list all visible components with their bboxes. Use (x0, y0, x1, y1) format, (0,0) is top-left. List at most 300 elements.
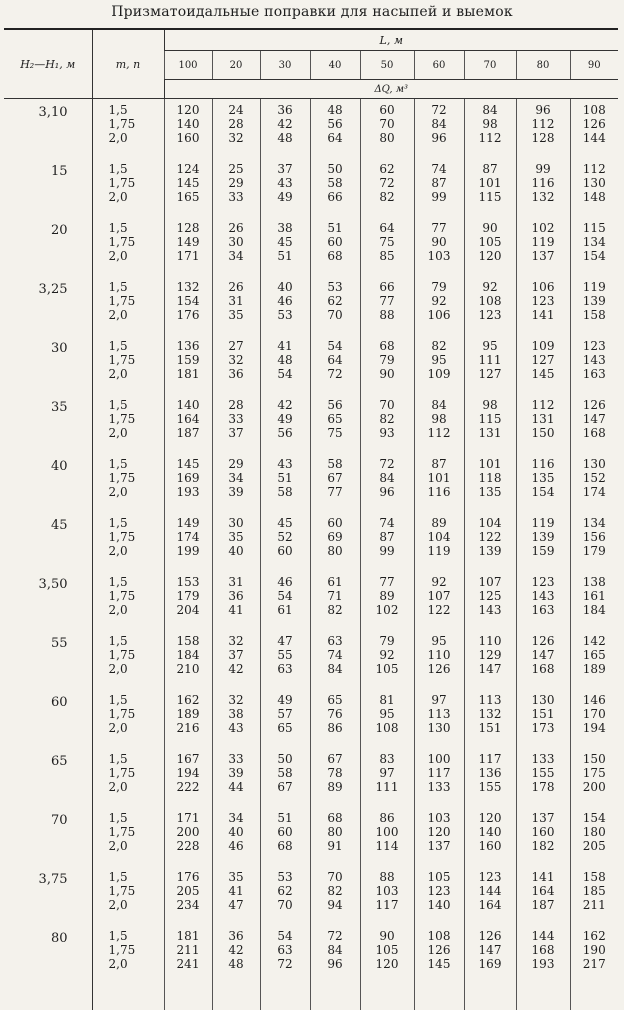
pad-cell (4, 984, 92, 1010)
delta-q-value: 101 (478, 176, 502, 190)
delta-q-value: 36 (228, 589, 244, 603)
value-cell (212, 925, 260, 984)
value-cell (414, 807, 464, 866)
delta-q-value: 132 (478, 707, 502, 721)
slope-value: 2,0 (108, 780, 128, 794)
delta-q-value: 178 (531, 780, 555, 794)
delta-q-value: 168 (582, 426, 606, 440)
delta-q-value: 134 (582, 235, 606, 249)
delta-q-value: 105 (478, 235, 502, 249)
delta-q-value: 101 (427, 471, 451, 485)
delta-q-value: 84 (327, 943, 343, 957)
delta-q-value: 91 (327, 839, 343, 853)
value-cell (414, 335, 464, 394)
delta-q-value: 40 (277, 280, 293, 294)
delta-q-value: 84 (379, 471, 395, 485)
delta-q-value: 99 (379, 544, 395, 558)
delta-q-value: 130 (582, 176, 606, 190)
value-cell (164, 453, 212, 512)
delta-q-value: 96 (535, 103, 551, 117)
table-row (4, 217, 618, 276)
pad-cell (570, 984, 618, 1010)
value-cell (516, 689, 570, 748)
delta-q-value: 82 (431, 339, 447, 353)
delta-q-value: 68 (277, 839, 293, 853)
delta-q-value: 102 (375, 603, 399, 617)
row-slopes (92, 630, 164, 689)
delta-q-value: 211 (176, 943, 200, 957)
value-cell (310, 158, 360, 217)
delta-q-value: 147 (478, 943, 502, 957)
value-cell (360, 394, 414, 453)
delta-q-value: 72 (277, 957, 293, 971)
slope-value: 1,75 (108, 235, 136, 249)
value-cell (516, 453, 570, 512)
value-cell (360, 807, 414, 866)
value-cell (164, 99, 212, 159)
value-cell (310, 689, 360, 748)
value-cell (464, 99, 516, 159)
delta-q-value: 110 (427, 648, 451, 662)
delta-q-value: 32 (228, 693, 244, 707)
delta-q-value: 200 (176, 825, 200, 839)
value-cell (414, 512, 464, 571)
value-cell (464, 158, 516, 217)
table-title: Призматоидальные поправки для насыпей и выемок (111, 4, 513, 20)
delta-q-value: 187 (531, 898, 555, 912)
value-cell (260, 335, 310, 394)
delta-q-value: 36 (228, 367, 244, 381)
delta-q-value: 107 (478, 575, 502, 589)
delta-q-value: 90 (379, 929, 395, 943)
value-cell (464, 394, 516, 453)
value-cell (212, 630, 260, 689)
delta-q-value: 126 (427, 662, 451, 676)
pad-cell (164, 984, 212, 1010)
delta-q-value: 109 (531, 339, 555, 353)
delta-q-value: 70 (379, 117, 395, 131)
delta-q-value: 159 (531, 544, 555, 558)
value-cell (570, 748, 618, 807)
row-height-diff: 60 (50, 695, 68, 710)
header-length-value: 50 (360, 51, 414, 80)
delta-q-value: 46 (277, 575, 293, 589)
delta-q-value: 104 (478, 516, 502, 530)
delta-q-value: 87 (379, 530, 395, 544)
delta-q-value: 43 (228, 721, 244, 735)
value-cell (570, 394, 618, 453)
value-cell (414, 571, 464, 630)
delta-q-value: 67 (327, 471, 343, 485)
delta-q-value: 211 (582, 898, 606, 912)
table-row (4, 571, 618, 630)
delta-q-value: 241 (176, 957, 200, 971)
delta-q-value: 60 (277, 825, 293, 839)
delta-q-value: 53 (277, 870, 293, 884)
value-cell (570, 807, 618, 866)
delta-q-value: 52 (277, 530, 293, 544)
slope-value: 1,75 (108, 825, 136, 839)
delta-q-value: 174 (176, 530, 200, 544)
slope-value: 1,5 (108, 162, 128, 176)
row-slopes (92, 689, 164, 748)
delta-q-value: 132 (176, 280, 200, 294)
slope-value: 1,75 (108, 884, 136, 898)
delta-q-value: 80 (327, 544, 343, 558)
delta-q-value: 216 (176, 721, 200, 735)
delta-q-value: 50 (327, 162, 343, 176)
value-cell (260, 748, 310, 807)
delta-q-value: 103 (375, 884, 399, 898)
slope-value: 1,75 (108, 943, 136, 957)
delta-q-value: 165 (176, 190, 200, 204)
delta-q-value: 185 (582, 884, 606, 898)
value-cell (212, 512, 260, 571)
delta-q-value: 42 (277, 117, 293, 131)
delta-q-value: 44 (228, 780, 244, 794)
delta-q-value: 56 (277, 426, 293, 440)
delta-q-value: 181 (176, 367, 200, 381)
slope-value: 1,75 (108, 707, 136, 721)
delta-q-value: 126 (427, 943, 451, 957)
delta-q-value: 41 (228, 884, 244, 898)
value-cell (414, 99, 464, 159)
delta-q-value: 89 (379, 589, 395, 603)
value-cell (212, 394, 260, 453)
delta-q-value: 42 (228, 943, 244, 957)
value-cell (212, 453, 260, 512)
delta-q-value: 123 (478, 308, 502, 322)
delta-q-value: 194 (176, 766, 200, 780)
row-height-diff: 3,75 (38, 872, 68, 887)
table-row (4, 453, 618, 512)
delta-q-value: 117 (478, 752, 502, 766)
delta-q-value: 126 (582, 117, 606, 131)
pad-cell (360, 984, 414, 1010)
slope-value: 1,5 (108, 752, 128, 766)
delta-q-value: 116 (427, 485, 451, 499)
value-cell (212, 748, 260, 807)
delta-q-value: 159 (176, 353, 200, 367)
value-cell (360, 453, 414, 512)
row-slopes (92, 866, 164, 925)
delta-q-value: 90 (379, 367, 395, 381)
delta-q-value: 95 (379, 707, 395, 721)
value-cell (516, 512, 570, 571)
delta-q-value: 25 (228, 162, 244, 176)
delta-q-value: 84 (327, 662, 343, 676)
delta-q-value: 112 (531, 398, 555, 412)
delta-q-value: 123 (531, 294, 555, 308)
slope-value: 1,75 (108, 176, 136, 190)
delta-q-value: 96 (379, 485, 395, 499)
slope-value: 2,0 (108, 249, 128, 263)
delta-q-value: 173 (531, 721, 555, 735)
delta-q-value: 175 (582, 766, 606, 780)
pad-cell (464, 984, 516, 1010)
slope-value: 1,75 (108, 353, 136, 367)
delta-q-value: 167 (176, 752, 200, 766)
delta-q-value: 99 (431, 190, 447, 204)
row-slopes (92, 158, 164, 217)
delta-q-value: 37 (277, 162, 293, 176)
delta-q-value: 35 (228, 870, 244, 884)
delta-q-value: 131 (531, 412, 555, 426)
delta-q-value: 150 (582, 752, 606, 766)
delta-q-value: 156 (582, 530, 606, 544)
delta-q-value: 145 (176, 457, 200, 471)
delta-q-value: 130 (427, 721, 451, 735)
delta-q-value: 32 (228, 353, 244, 367)
delta-q-value: 71 (327, 589, 343, 603)
delta-q-value: 184 (582, 603, 606, 617)
value-cell (164, 571, 212, 630)
header-length-value: 90 (570, 51, 618, 80)
delta-q-value: 33 (228, 412, 244, 426)
delta-q-value: 72 (379, 457, 395, 471)
value-cell (570, 866, 618, 925)
value-cell (164, 512, 212, 571)
header-length-value: 40 (310, 51, 360, 80)
delta-q-value: 89 (327, 780, 343, 794)
delta-q-value: 54 (327, 339, 343, 353)
header-length-value: 30 (260, 51, 310, 80)
delta-q-value: 190 (582, 943, 606, 957)
slope-value: 2,0 (108, 485, 128, 499)
delta-q-value: 60 (327, 235, 343, 249)
delta-q-value: 39 (228, 485, 244, 499)
value-cell (164, 158, 212, 217)
delta-q-value: 193 (176, 485, 200, 499)
delta-q-value: 123 (427, 884, 451, 898)
delta-q-value: 105 (427, 870, 451, 884)
value-cell (360, 571, 414, 630)
delta-q-value: 30 (228, 235, 244, 249)
delta-q-value: 120 (427, 825, 451, 839)
delta-q-value: 153 (176, 575, 200, 589)
value-cell (164, 925, 212, 984)
slope-value: 1,5 (108, 693, 128, 707)
delta-q-value: 164 (478, 898, 502, 912)
value-cell (360, 217, 414, 276)
pad-cell (516, 984, 570, 1010)
value-cell (516, 630, 570, 689)
delta-q-value: 123 (582, 339, 606, 353)
delta-q-value: 67 (327, 752, 343, 766)
slope-value: 2,0 (108, 367, 128, 381)
value-cell (464, 217, 516, 276)
delta-q-value: 58 (277, 766, 293, 780)
table-row (4, 866, 618, 925)
header-h-diff: H₂—H₁, м (4, 29, 92, 99)
value-cell (570, 571, 618, 630)
delta-q-value: 82 (379, 190, 395, 204)
delta-q-value: 75 (327, 426, 343, 440)
value-cell (310, 748, 360, 807)
delta-q-value: 60 (379, 103, 395, 117)
delta-q-value: 50 (277, 752, 293, 766)
delta-q-value: 105 (375, 943, 399, 957)
delta-q-value: 222 (176, 780, 200, 794)
delta-q-value: 98 (482, 117, 498, 131)
delta-q-value: 117 (375, 898, 399, 912)
delta-q-value: 42 (228, 662, 244, 676)
delta-q-value: 32 (228, 131, 244, 145)
value-cell (516, 217, 570, 276)
delta-q-value: 98 (431, 412, 447, 426)
slope-value: 2,0 (108, 544, 128, 558)
delta-q-value: 92 (431, 575, 447, 589)
slope-value: 2,0 (108, 957, 128, 971)
delta-q-value: 139 (582, 294, 606, 308)
delta-q-value: 106 (531, 280, 555, 294)
value-cell (310, 571, 360, 630)
value-cell (360, 276, 414, 335)
slope-value: 1,75 (108, 471, 136, 485)
value-cell (516, 925, 570, 984)
value-cell (360, 630, 414, 689)
delta-q-value: 100 (375, 825, 399, 839)
delta-q-value: 115 (478, 190, 502, 204)
header-length: L, м (164, 29, 618, 51)
value-cell (260, 512, 310, 571)
delta-q-value: 140 (478, 825, 502, 839)
slope-value: 2,0 (108, 308, 128, 322)
delta-q-value: 95 (431, 634, 447, 648)
delta-q-value: 98 (482, 398, 498, 412)
delta-q-value: 43 (277, 176, 293, 190)
delta-q-value: 181 (176, 929, 200, 943)
delta-q-value: 193 (531, 957, 555, 971)
delta-q-value: 74 (327, 648, 343, 662)
delta-q-value: 93 (379, 426, 395, 440)
delta-q-value: 46 (277, 294, 293, 308)
value-cell (414, 394, 464, 453)
row-slopes (92, 394, 164, 453)
delta-q-value: 74 (379, 516, 395, 530)
delta-q-value: 43 (277, 457, 293, 471)
delta-q-value: 107 (427, 589, 451, 603)
value-cell (570, 925, 618, 984)
slope-value: 1,5 (108, 457, 128, 471)
delta-q-value: 171 (176, 811, 200, 825)
slope-value: 1,5 (108, 929, 128, 943)
delta-q-value: 179 (176, 589, 200, 603)
delta-q-value: 31 (228, 294, 244, 308)
delta-q-value: 145 (531, 367, 555, 381)
delta-q-value: 164 (531, 884, 555, 898)
delta-q-value: 46 (228, 839, 244, 853)
delta-q-value: 234 (176, 898, 200, 912)
delta-q-value: 97 (379, 766, 395, 780)
pad-cell (414, 984, 464, 1010)
correction-table (4, 28, 618, 1010)
delta-q-value: 112 (478, 131, 502, 145)
delta-q-value: 76 (327, 707, 343, 721)
row-height-diff: 35 (50, 400, 68, 415)
delta-q-value: 176 (176, 308, 200, 322)
delta-q-value: 34 (228, 471, 244, 485)
delta-q-value: 105 (375, 662, 399, 676)
delta-q-value: 154 (176, 294, 200, 308)
value-cell (360, 335, 414, 394)
value-cell (212, 276, 260, 335)
delta-q-value: 130 (582, 457, 606, 471)
delta-q-value: 122 (478, 530, 502, 544)
row-height-diff: 65 (50, 754, 68, 769)
delta-q-value: 64 (379, 221, 395, 235)
delta-q-value: 100 (427, 752, 451, 766)
delta-q-value: 122 (427, 603, 451, 617)
delta-q-value: 138 (582, 575, 606, 589)
value-cell (570, 158, 618, 217)
delta-q-value: 108 (478, 294, 502, 308)
value-cell (464, 748, 516, 807)
value-cell (310, 512, 360, 571)
value-cell (212, 689, 260, 748)
delta-q-value: 180 (582, 825, 606, 839)
table-row (4, 512, 618, 571)
value-cell (464, 453, 516, 512)
delta-q-value: 144 (531, 929, 555, 943)
delta-q-value: 80 (327, 825, 343, 839)
delta-q-value: 84 (431, 117, 447, 131)
delta-q-value: 58 (277, 485, 293, 499)
delta-q-value: 141 (531, 870, 555, 884)
value-cell (414, 158, 464, 217)
delta-q-value: 110 (478, 634, 502, 648)
delta-q-value: 112 (427, 426, 451, 440)
delta-q-value: 145 (176, 176, 200, 190)
delta-q-value: 58 (327, 457, 343, 471)
delta-q-value: 72 (431, 103, 447, 117)
delta-q-value: 82 (327, 603, 343, 617)
delta-q-value: 49 (277, 412, 293, 426)
value-cell (464, 925, 516, 984)
value-cell (310, 630, 360, 689)
value-cell (212, 99, 260, 159)
row-slopes (92, 512, 164, 571)
delta-q-value: 147 (478, 662, 502, 676)
delta-q-value: 60 (277, 544, 293, 558)
value-cell (414, 453, 464, 512)
slope-value: 1,75 (108, 412, 136, 426)
delta-q-value: 116 (531, 457, 555, 471)
delta-q-value: 125 (478, 589, 502, 603)
value-cell (414, 630, 464, 689)
slope-value: 1,5 (108, 811, 128, 825)
slope-value: 1,5 (108, 575, 128, 589)
row-height-diff: 3,10 (38, 105, 68, 120)
table-row (4, 99, 618, 159)
delta-q-value: 149 (176, 235, 200, 249)
value-cell (164, 866, 212, 925)
delta-q-value: 31 (228, 575, 244, 589)
delta-q-value: 94 (327, 898, 343, 912)
pad-cell (260, 984, 310, 1010)
slope-value: 1,75 (108, 648, 136, 662)
delta-q-value: 205 (582, 839, 606, 853)
table-row (4, 925, 618, 984)
delta-q-value: 158 (176, 634, 200, 648)
value-cell (516, 99, 570, 159)
row-slopes (92, 571, 164, 630)
delta-q-value: 169 (176, 471, 200, 485)
value-cell (260, 807, 310, 866)
delta-q-value: 124 (176, 162, 200, 176)
delta-q-value: 126 (478, 929, 502, 943)
slope-value: 2,0 (108, 426, 128, 440)
